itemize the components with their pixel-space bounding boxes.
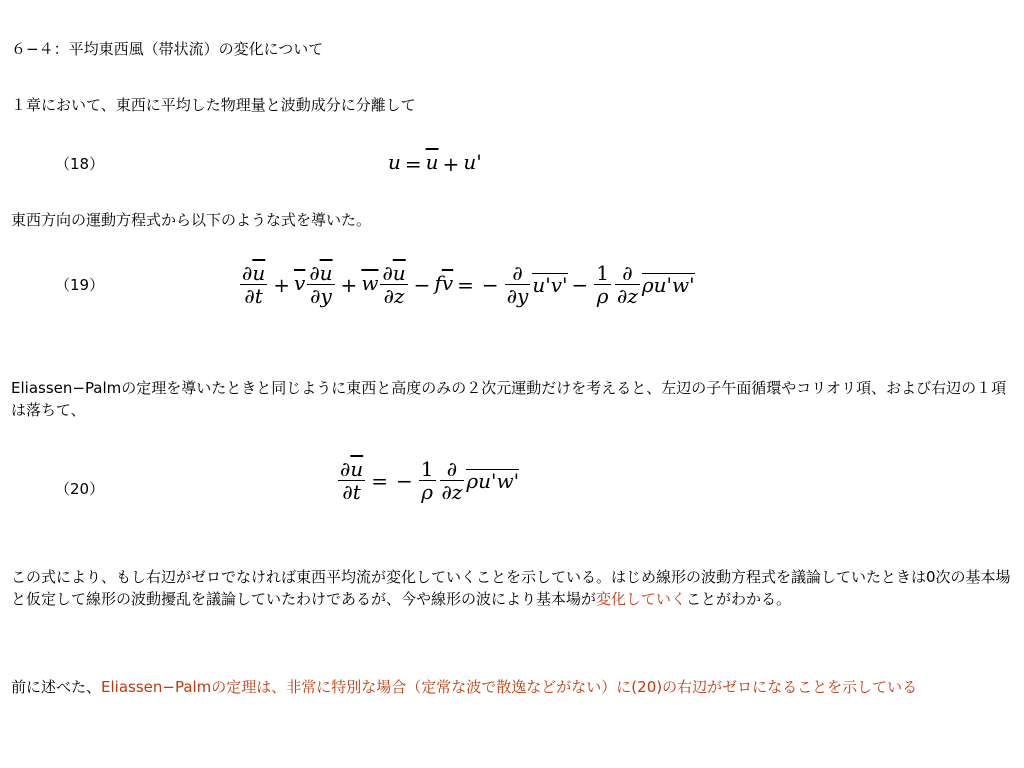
paragraph-mean-flow-text: この式により、もし右辺がゼロでなければ東西平均流が変化していくことを示している。はじめ線形の波動方程式を議論していたときは0次の基本場と仮定して線形の波動擾乱を議論していたわけであるが、今や線形の波により基本場が — [11, 568, 1011, 608]
equation-20-label: （20） — [55, 480, 105, 498]
equation-18: $u = \overline{u} + u'$ — [388, 150, 482, 176]
highlight-change-text: 変化していく — [596, 590, 687, 608]
paragraph-mean-flow-change — [11, 566, 1011, 610]
paragraph-eliassen-palm: Eliassen−Palmの定理を導いたときと同じように東西と高度のみの２次元運動だけを考えると、左辺の子午面循環やコリオリ項、および右辺の１項は落ちて、 — [11, 379, 1007, 419]
equation-lead-line: 東西方向の運動方程式から以下のような式を導いた。 — [11, 211, 372, 229]
equation-20: $\frac{\partial\overline{u}}{\partial t}$ = − $\frac{1}{\rho}$ $\frac{\partial}{\partial z}$ ρu'w' — [340, 457, 520, 504]
paragraph-mean-flow-end: ことがわかる。 — [686, 590, 792, 608]
intro-line: １章において、東西に平均した物理量と波動成分に分離して — [11, 96, 416, 114]
section-heading: ６−４：平均東西風（帯状流）の変化について — [11, 40, 324, 58]
paragraph-conclusion — [11, 676, 1011, 698]
conclusion-lead: 前に述べた、 — [11, 678, 102, 696]
equation-18-label: （18） — [55, 155, 105, 173]
highlight-theorem-text: Eliassen−Palmの定理は、非常に特別な場合（定常な波で散逸などがない）に(20)の右辺がゼロになることを示している — [101, 678, 918, 696]
equation-19: $\frac{\partial\overline{u}}{\partial t}$ + $\overline{v}$ $\frac{\partial\overline{u}}{\partial y}$ + $\overline{w}$ $\frac{\partial\overline{u}}{\partial z}$ − $f\overline{v}$ = − $\frac{\partial}{\partial y}$ u'v' − $\frac{1}{\rho}$ $\frac{\partial}{\partial z}$ ρu'w' — [242, 261, 695, 308]
equation-19-label: （19） — [55, 276, 105, 294]
